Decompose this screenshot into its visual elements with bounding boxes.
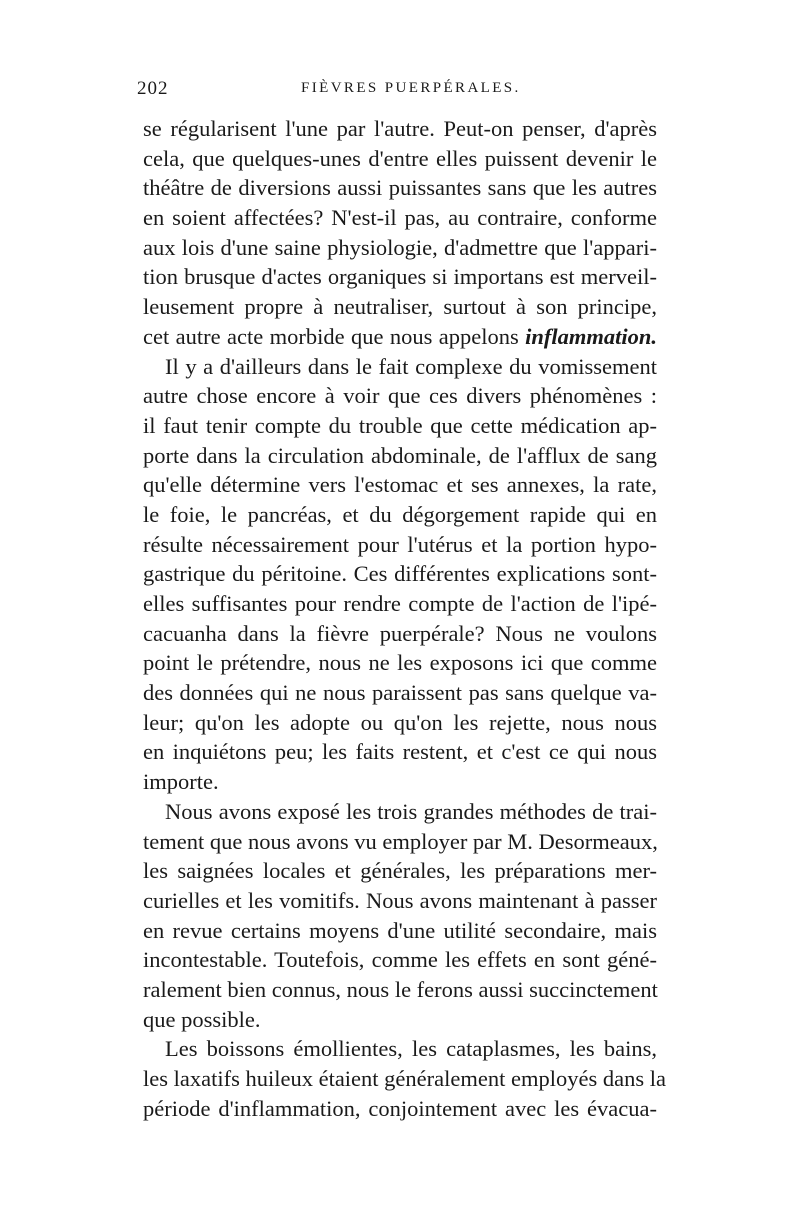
text-line: leur; qu'on les adopte ou qu'on les rejette, nous nous bbox=[143, 709, 657, 735]
body-text bbox=[143, 114, 666, 1123]
paragraph-last-line: que possible. bbox=[143, 1006, 261, 1032]
text-line: les laxatifs huileux étaient généralement employés dans la bbox=[143, 1066, 666, 1091]
text-line: gastrique du péritoine. Ces différentes explications sont- bbox=[143, 561, 657, 587]
text-line: elles suffisantes pour rendre compte de l'action de l'ipé- bbox=[143, 591, 657, 616]
text-line: période d'inflammation, conjointement avec les évacua- bbox=[143, 1095, 657, 1121]
page-number: 202 bbox=[137, 78, 169, 99]
text-line-with-italic bbox=[143, 322, 657, 352]
text-line: autre chose encore à voir que ces divers phénomènes : bbox=[143, 383, 657, 409]
text-line: se régularisent l'une par l'autre. Peut-on penser, d'après bbox=[143, 116, 657, 141]
paragraph-last-line: importe. bbox=[143, 769, 219, 795]
text-line: des données qui ne nous paraissent pas sans quelque va- bbox=[143, 680, 657, 706]
paragraph-first-line: Nous avons exposé les trois grandes méthodes de trai- bbox=[165, 798, 657, 824]
text-line: ralement bien connus, nous le ferons aussi succinctement bbox=[143, 976, 658, 1002]
text-line: résulte nécessairement pour l'utérus et la portion hypo- bbox=[143, 531, 657, 557]
text-line: leusement propre à neutraliser, surtout à son principe, bbox=[143, 294, 657, 320]
text-line: tement que nous avons vu employer par M. Desormeaux, bbox=[143, 828, 658, 854]
text-line: en revue certains moyens d'une utilité secondaire, mais bbox=[143, 917, 657, 943]
text-line: curielles et les vomitifs. Nous avons maintenant à passer bbox=[143, 887, 657, 913]
text-line: cacuanha dans la fièvre puerpérale? Nous ne voulons bbox=[143, 620, 657, 646]
running-head: FIÈVRES PUERPÉRALES. bbox=[301, 80, 521, 96]
text-line: qu'elle détermine vers l'estomac et ses annexes, la rate, bbox=[143, 472, 657, 498]
page-header bbox=[137, 78, 657, 108]
italic-term: inflammation. bbox=[525, 323, 657, 349]
paragraph-first-line: Il y a d'ailleurs dans le fait complexe du vomissement bbox=[165, 353, 657, 379]
text-line-start: cet autre acte morbide que nous appelons bbox=[143, 323, 519, 349]
text-line: en soient affectées? N'est-il pas, au contraire, conforme bbox=[143, 205, 657, 231]
paragraph-first-line: Les boissons émollientes, les cataplasmes, les bains, bbox=[165, 1036, 657, 1062]
text-line: le foie, le pancréas, et du dégorgement rapide qui en bbox=[143, 501, 657, 527]
text-line: tion brusque d'actes organiques si importans est merveil- bbox=[143, 264, 657, 290]
text-line: cela, que quelques-unes d'entre elles puissent devenir le bbox=[143, 145, 657, 171]
text-line: en inquiétons peu; les faits restent, et c'est ce qui nous bbox=[143, 739, 657, 765]
text-line: porte dans la circulation abdominale, de l'afflux de sang bbox=[143, 442, 657, 468]
text-line: les saignées locales et générales, les préparations mer- bbox=[143, 858, 657, 884]
text-line: théâtre de diversions aussi puissantes sans que les autres bbox=[143, 175, 657, 201]
text-line: incontestable. Toutefois, comme les effets en sont géné- bbox=[143, 947, 657, 973]
text-line: point le prétendre, nous ne les exposons ici que comme bbox=[143, 650, 657, 676]
text-line: aux lois d'une saine physiologie, d'admettre que l'appari- bbox=[143, 234, 657, 260]
text-line: il faut tenir compte du trouble que cette médication ap- bbox=[143, 412, 657, 438]
